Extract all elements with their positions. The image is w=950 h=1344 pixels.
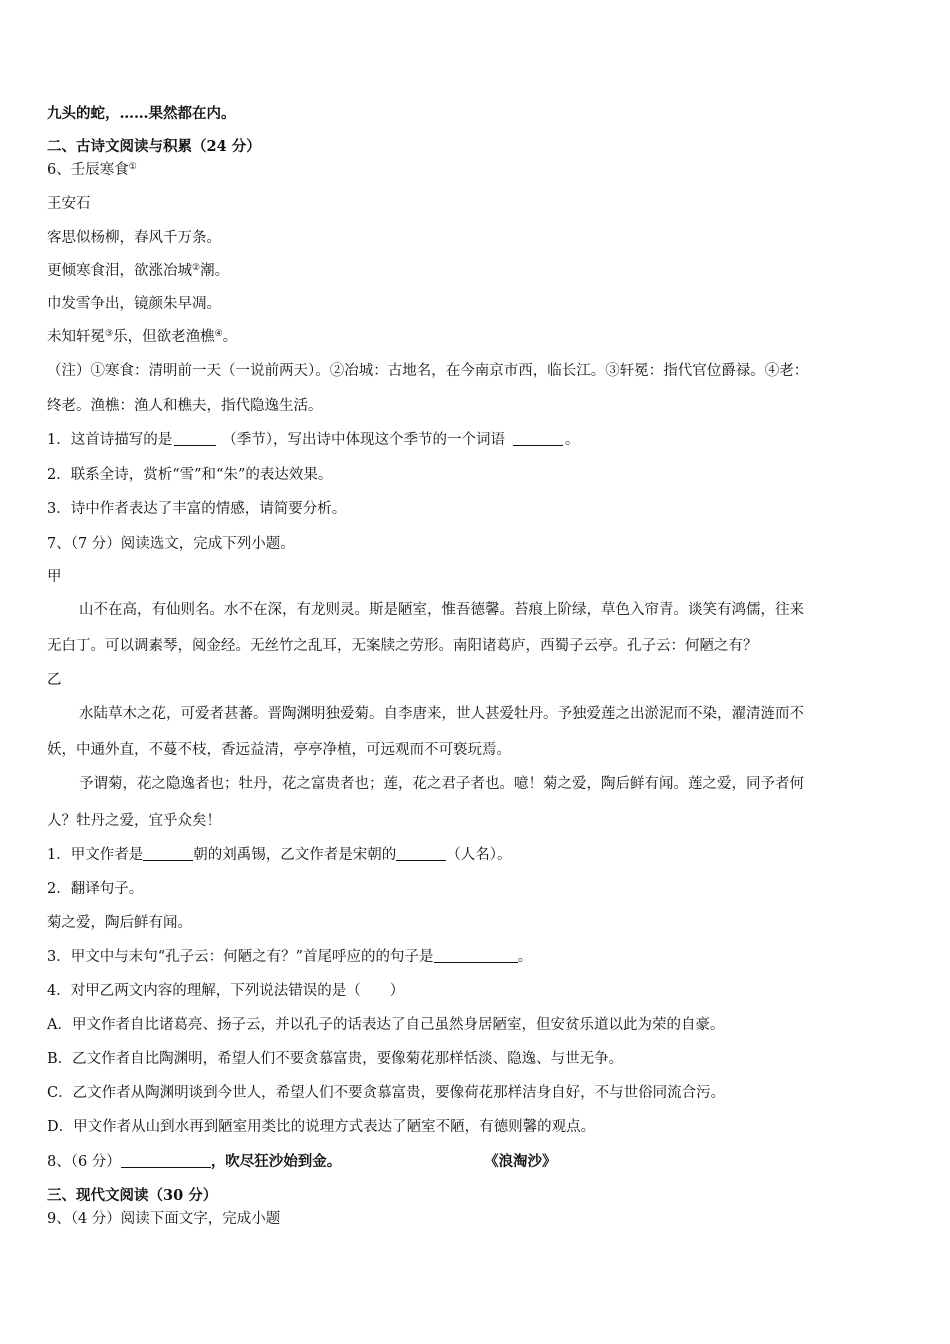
poem-line-4	[47, 327, 237, 347]
poem-title: 壬辰寒食	[70, 162, 129, 178]
poem-text: 潮。	[200, 263, 230, 279]
passage-yi-line-2: 妖，中通外直，不蔓不枝，香远益清，亭亭净植，可远观而不可亵玩焉。	[47, 742, 511, 758]
footnote-marker: ①	[128, 162, 137, 172]
q6-sub-question-1	[47, 430, 579, 450]
poem-notes-line-1: （注）①寒食：清明前一天（一说前两天）。②冶城：古地名，在今南京市西，临长江。③轩冕：指代官位爵禄。④老：	[47, 363, 809, 379]
passage-jia-line-2: 无白丁。可以调素琴，阅金经。无丝竹之乱耳，无案牍之劳形。南阳诸葛庐，西蜀子云亭。孔子云：何陋之有？	[47, 638, 758, 654]
question-text: （人名）。	[446, 847, 512, 863]
option-b: B．乙文作者自比陶渊明，希望人们不要贪慕富贵，要像菊花那样恬淡、隐逸、与世无争。	[47, 1051, 624, 1067]
option-c: C．乙文作者从陶渊明谈到今世人，希望人们不要贪慕富贵，要像荷花那样洁身自好，不与世俗同流合污。	[47, 1085, 726, 1101]
q6-sub-question-2: 2．联系全诗，赏析“雪”和“朱”的表达效果。	[47, 467, 333, 483]
question-text: 朝的刘禹锡，乙文作者是宋朝的	[193, 847, 397, 863]
question-text: 1．甲文作者是	[47, 847, 144, 863]
question-text: 3．甲文中与末句“孔子云：何陋之有？”首尾呼应的的句子是	[47, 949, 434, 965]
q7-sub-question-3	[47, 947, 532, 967]
continuation-text: 九头的蛇，……果然都在内。	[47, 105, 236, 122]
question-text: 1．这首诗描写的是	[47, 432, 173, 448]
poem-text: 乐，但欲老渔樵	[113, 329, 215, 345]
q7-sub-question-1	[47, 845, 511, 865]
question-9-intro: 9、（4 分）阅读下面文字，完成小题	[47, 1211, 281, 1227]
answer-blank[interactable]	[121, 1153, 211, 1168]
answer-blank[interactable]	[513, 431, 563, 446]
question-7-intro: 7、（7 分）阅读选文，完成下列小题。	[47, 536, 295, 552]
poem-notes-line-2: 终老。渔樵：渔人和樵夫，指代隐逸生活。	[47, 398, 323, 414]
answer-blank[interactable]	[143, 846, 193, 861]
question-8	[47, 1152, 557, 1172]
footnote-marker: ②	[192, 263, 201, 273]
poem-text: 未知轩冕	[47, 329, 105, 345]
footnote-marker: ③	[105, 329, 114, 339]
footnote-marker: ④	[214, 329, 223, 339]
question-6-title	[47, 160, 137, 180]
question-text: 。	[517, 949, 533, 965]
poem-line-3: 巾发雪争出，镜颜朱早凋。	[47, 296, 221, 312]
q7-sub-question-2: 2．翻译句子。	[47, 881, 144, 897]
q7-sub-question-4: 4．对甲乙两文内容的理解，下列说法错误的是（ ）	[47, 983, 405, 999]
question-text: （季节），写出诗中体现这个季节的一个词语	[222, 432, 505, 448]
q6-sub-question-3: 3．诗中作者表达了丰富的情感，请简要分析。	[47, 501, 347, 517]
passage-yi-line-3: 予谓菊，花之隐逸者也；牡丹，花之富贵者也；莲，花之君子者也。噫！菊之爱，陶后鲜有闻。莲之爱，同予者何	[79, 776, 804, 792]
poem-line-2	[47, 261, 229, 281]
question-number: 6、	[47, 162, 71, 178]
poem-text: 。	[222, 329, 238, 345]
poem-line-1: 客思似杨柳，春风千万条。	[47, 230, 221, 246]
option-a: A．甲文作者自比诸葛亮、扬子云，并以孔子的话表达了自己虽然身居陋室，但安贫乐道以此为荣的自豪。	[47, 1017, 725, 1033]
section-heading-classical: 二、古诗文阅读与积累（24 分）	[47, 138, 261, 155]
poem-verse: ，吹尽狂沙始到金。	[210, 1153, 342, 1170]
poem-source: 《浪淘沙》	[491, 1153, 557, 1170]
q7-translate-sentence: 菊之爱，陶后鲜有闻。	[47, 915, 192, 931]
section-heading-modern: 三、现代文阅读（30 分）	[47, 1187, 218, 1204]
question-number: 8、（6 分）	[47, 1154, 121, 1170]
passage-jia-line-1: 山不在高，有仙则名。水不在深，有龙则灵。斯是陋室，惟吾德馨。苔痕上阶绿，草色入帘青。谈笑有鸿儒，往来	[79, 602, 804, 618]
passage-label-jia: 甲	[47, 569, 62, 585]
option-d: D．甲文作者从山到水再到陋室用类比的说理方式表达了陋室不陋，有德则馨的观点。	[47, 1119, 596, 1135]
answer-blank[interactable]	[396, 846, 446, 861]
answer-blank[interactable]	[174, 431, 216, 446]
passage-label-yi: 乙	[47, 672, 62, 688]
answer-blank[interactable]	[434, 948, 518, 963]
poem-author: 王安石	[47, 196, 91, 212]
passage-yi-line-1: 水陆草木之花，可爱者甚蕃。晋陶渊明独爱菊。自李唐来，世人甚爱牡丹。予独爱莲之出淤泥而不染，濯清涟而不	[79, 706, 804, 722]
passage-yi-line-4: 人？牡丹之爱，宜乎众矣！	[47, 813, 221, 829]
question-text: 。	[564, 432, 580, 448]
poem-text: 更倾寒食泪，欲涨冶城	[47, 263, 192, 279]
